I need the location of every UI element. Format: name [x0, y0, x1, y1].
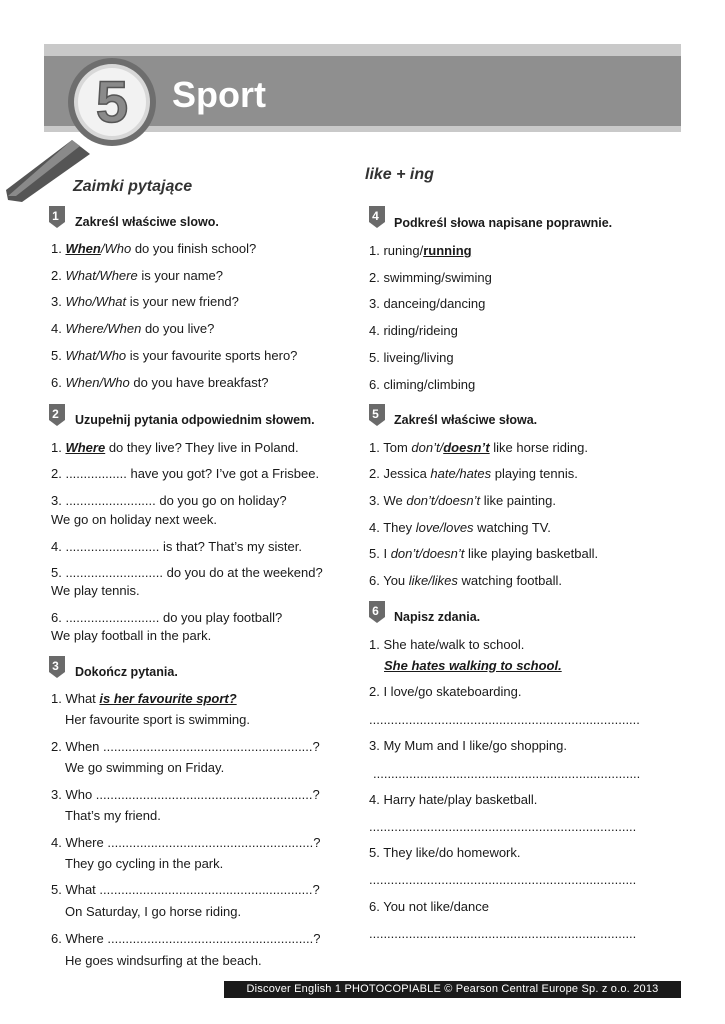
ex3-item-4: 4. Where .........................................................? — [51, 835, 321, 850]
ex6-item-2-answer-line: ........................................................................... — [369, 712, 640, 727]
exercise-1-instruction: Zakreśl właściwe slowo. — [75, 215, 219, 229]
copyright-footer: Discover English 1 PHOTOCOPIABLE © Pearson Central Europe Sp. z o.o. 2013 — [224, 981, 681, 998]
ex1-item-3: 3. Who/What is your new friend? — [51, 294, 239, 309]
ex6-item-5: 5. They like/do homework. — [369, 845, 521, 860]
ex2-item-3: 3. ......................... do you go on holiday? — [51, 493, 287, 508]
section-title-right: like + ing — [365, 166, 434, 183]
ex5-item-2: 2. Jessica hate/hates playing tennis. — [369, 466, 578, 481]
exercise-badge-1: 1 — [47, 206, 67, 228]
ex3-item-4-answer: They go cycling in the park. — [65, 856, 224, 871]
ex1-item-2: 2. What/Where is your name? — [51, 268, 223, 283]
exercise-4-instruction: Podkreśl słowa napisane poprawnie. — [394, 216, 613, 230]
ex4-item-1: 1. runing/running — [369, 243, 472, 258]
ex6-item-1-answer: She hates walking to school. — [384, 658, 562, 673]
ex3-item-3: 3. Who ............................................................? — [51, 787, 320, 802]
exercise-2-instruction: Uzupełnij pytania odpowiednim słowem. — [75, 413, 315, 427]
ex2-item-1: 1. Where do they live? They live in Poland. — [51, 440, 299, 455]
ex2-item-4: 4. .......................... is that? That’s my sister. — [51, 539, 302, 554]
ex6-item-2: 2. I love/go skateboarding. — [369, 684, 522, 699]
ex3-item-6-answer: He goes windsurfing at the beach. — [65, 953, 262, 968]
ex6-item-6: 6. You not like/dance — [369, 899, 489, 914]
ex2-item-5-answer: We play tennis. — [51, 583, 140, 598]
ex3-item-2-answer: We go swimming on Friday. — [65, 760, 225, 775]
ex3-item-1-answer: Her favourite sport is swimming. — [65, 712, 250, 727]
ex4-item-4: 4. riding/rideing — [369, 323, 458, 338]
ex1-item-5: 5. What/Who is your favourite sports hero? — [51, 348, 298, 363]
ex3-item-1: 1. What is her favourite sport? — [51, 691, 237, 706]
ex5-item-3: 3. We don’t/doesn’t like painting. — [369, 493, 556, 508]
exercise-badge-2: 2 — [47, 404, 67, 426]
ex2-item-6: 6. .......................... do you play football? — [51, 610, 283, 625]
ex1-item-1: 1. When/Who do you finish school? — [51, 241, 257, 256]
ex2-item-2: 2. ................. have you got? I’ve got a Frisbee. — [51, 466, 320, 481]
ex5-item-1: 1. Tom don’t/doesn’t like horse riding. — [369, 440, 588, 455]
ex6-item-4-answer-line: .......................................................................... — [369, 819, 637, 834]
exercise-3-instruction: Dokończ pytania. — [75, 665, 178, 679]
ex3-item-5-answer: On Saturday, I go horse riding. — [65, 904, 242, 919]
page-title: Sport — [172, 74, 266, 115]
ex2-item-6-answer: We play football in the park. — [51, 628, 212, 643]
exercise-5-instruction: Zakreśl właściwe słowa. — [394, 413, 538, 427]
ex5-item-5: 5. I don’t/doesn’t like playing basketball. — [369, 546, 599, 561]
ex4-item-5: 5. liveing/living — [369, 350, 454, 365]
ex1-item-6: 6. When/Who do you have breakfast? — [51, 375, 269, 390]
exercise-badge-6: 6 — [367, 601, 387, 623]
ex1-item-4: 4. Where/When do you live? — [51, 321, 215, 336]
ex6-item-6-answer-line: .......................................................................... — [369, 926, 637, 941]
ex6-item-5-answer-line: .......................................................................... — [369, 872, 637, 887]
ex2-item-3-answer: We go on holiday next week. — [51, 512, 217, 527]
ex2-item-5: 5. ........................... do you do at the weekend? — [51, 565, 323, 580]
ex5-item-6: 6. You like/likes watching football. — [369, 573, 562, 588]
unit-number: 5 — [95, 70, 129, 135]
ex5-item-4: 4. They love/loves watching TV. — [369, 520, 551, 535]
ex6-item-3: 3. My Mum and I like/go shopping. — [369, 738, 567, 753]
ex6-item-1: 1. She hate/walk to school. — [369, 637, 525, 652]
ex4-item-6: 6. climing/climbing — [369, 377, 476, 392]
ex3-item-5: 5. What ...........................................................? — [51, 882, 320, 897]
ex3-item-3-answer: That’s my friend. — [65, 808, 161, 823]
exercise-6-instruction: Napisz zdania. — [394, 610, 481, 624]
ex6-item-4: 4. Harry hate/play basketball. — [369, 792, 538, 807]
ex6-item-3-answer-line: .......................................................................... — [373, 766, 641, 781]
ex3-item-6: 6. Where .........................................................? — [51, 931, 321, 946]
exercise-badge-4: 4 — [367, 206, 387, 228]
ex3-item-2: 2. When ..........................................................? — [51, 739, 320, 754]
ex4-item-2: 2. swimming/swiming — [369, 270, 492, 285]
exercise-badge-3: 3 — [47, 656, 67, 678]
ex4-item-3: 3. danceing/dancing — [369, 296, 486, 311]
exercise-badge-5: 5 — [367, 404, 387, 426]
section-title-left: Zaimki pytające — [73, 178, 193, 195]
